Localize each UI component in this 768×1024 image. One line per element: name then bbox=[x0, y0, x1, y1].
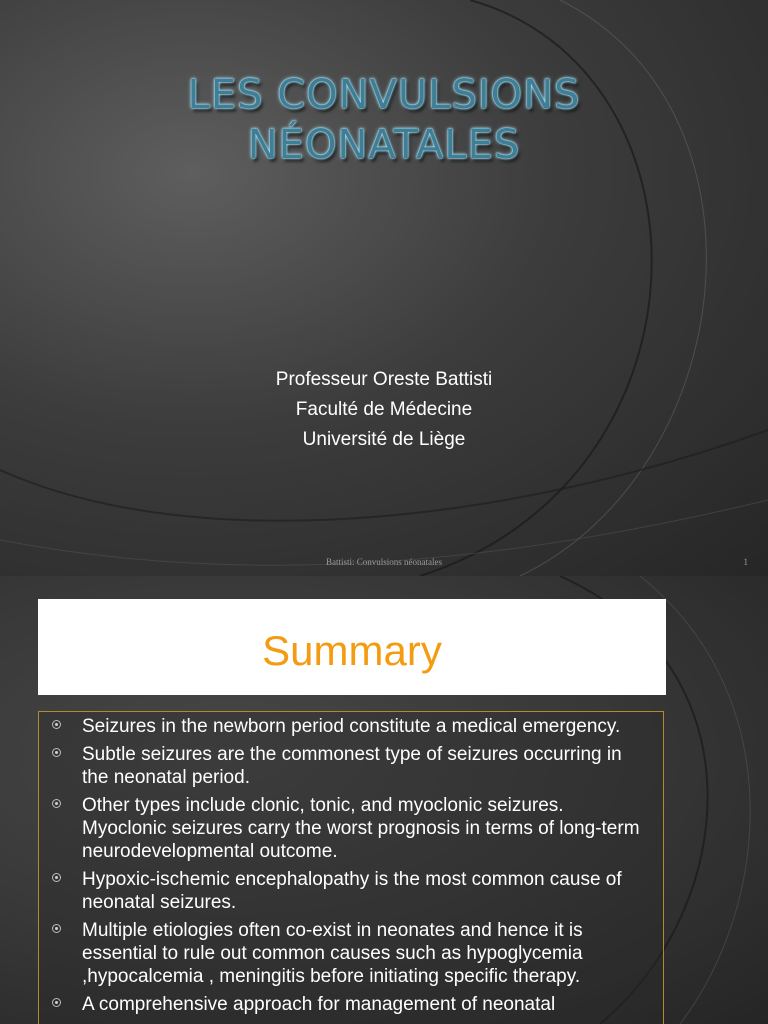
author-block bbox=[0, 365, 768, 455]
list-item bbox=[39, 868, 665, 914]
summary-title-box bbox=[38, 599, 666, 695]
author-faculty: Faculté de Médecine bbox=[295, 399, 473, 420]
summary-content-box bbox=[38, 711, 664, 1024]
bullet-text: A comprehensive approach for management of neonatal bbox=[82, 994, 556, 1015]
bullet-text: Other types include clonic, tonic, and myoclonic seizures. Myoclonic seizures carry the worst prognosis in terms of long-term neurodevelopmental outcome. bbox=[82, 795, 640, 862]
bullet-text: Hypoxic-ischemic encephalopathy is the most common cause of neonatal seizures. bbox=[82, 869, 622, 913]
circle-dot-bullet-icon bbox=[52, 924, 61, 933]
list-item bbox=[39, 794, 665, 863]
bullet-text: Subtle seizures are the commonest type of seizures occurring in the neonatal period. bbox=[82, 744, 622, 788]
summary-title: Summary bbox=[262, 627, 442, 674]
circle-dot-bullet-icon bbox=[52, 748, 61, 757]
list-item bbox=[39, 919, 665, 988]
bullet-text: Multiple etiologies often co-exist in neonates and hence it is essential to rule out common causes such as hypoglycemia ,hypocalcemia , meningitis before initiating specific therapy. bbox=[82, 920, 583, 987]
list-item bbox=[39, 993, 665, 1016]
title-line-2: NÉONATALES bbox=[247, 122, 521, 168]
bullet-text: Seizures in the newborn period constitute a medical emergency. bbox=[82, 716, 621, 737]
page-number: 1 bbox=[743, 557, 748, 567]
circle-dot-bullet-icon bbox=[52, 873, 61, 882]
circle-dot-bullet-icon bbox=[52, 720, 61, 729]
slide-title bbox=[0, 70, 768, 170]
circle-dot-bullet-icon bbox=[52, 799, 61, 808]
summary-bullet-list bbox=[39, 715, 665, 1021]
circle-dot-bullet-icon bbox=[52, 998, 61, 1007]
author-university: Université de Liège bbox=[302, 429, 466, 450]
title-line-1: LES CONVULSIONS bbox=[187, 72, 581, 118]
slide-footer: Battisti: Convulsions néonatales bbox=[326, 557, 442, 567]
slide-2 bbox=[0, 576, 768, 1024]
list-item bbox=[39, 743, 665, 789]
author-name: Professeur Oreste Battisti bbox=[275, 369, 493, 390]
list-item bbox=[39, 715, 665, 738]
